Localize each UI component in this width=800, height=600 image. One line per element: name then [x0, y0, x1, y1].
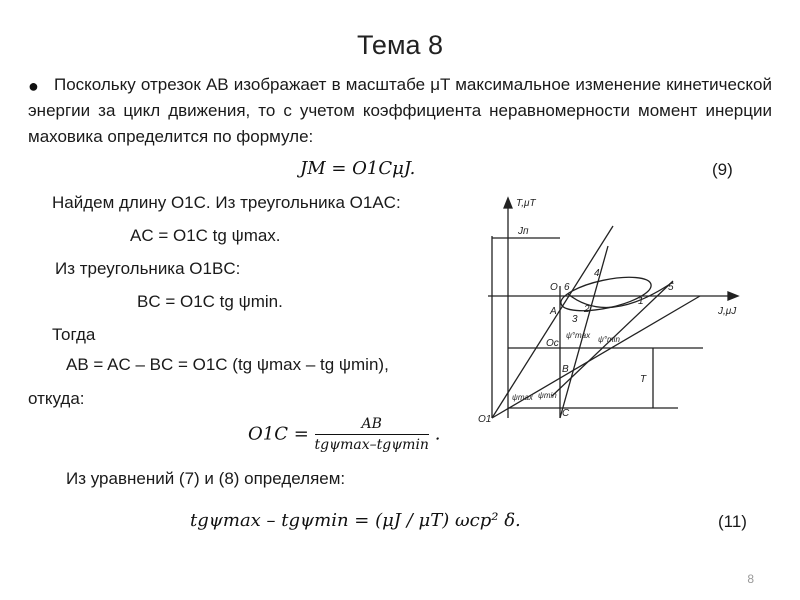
- flywheel-diagram: [468, 186, 758, 454]
- formula-9: JM = O1CμJ.: [300, 158, 416, 179]
- point-5: 5: [668, 282, 674, 293]
- formula-10-lhs: O1C =: [248, 423, 309, 445]
- formula-10-tail: .: [434, 423, 441, 445]
- point-oc: Oс: [546, 338, 559, 349]
- point-4: 4: [594, 268, 600, 279]
- bullet-dot: ●: [28, 76, 39, 96]
- line-bc: BC = O1C tg ψmin.: [137, 292, 283, 311]
- page-number: 8: [747, 572, 754, 586]
- point-o: O: [550, 282, 558, 293]
- point-a: A: [550, 306, 557, 317]
- point-c: C: [562, 408, 570, 419]
- line-ab: AB = AC – BC = O1C (tg ψmax – tg ψmin),: [66, 355, 389, 374]
- t-label: T: [640, 374, 647, 385]
- jn-label: Jп: [518, 226, 529, 237]
- axis-t-arrow: [504, 198, 512, 208]
- axis-t-label: T,μT: [516, 198, 536, 209]
- formula-10: [248, 416, 440, 453]
- formula-9-number: (9): [712, 160, 733, 179]
- ray-tangent-max: [492, 226, 613, 418]
- formula-11: tgψmax – tgψmin = (μJ / μT) ωcp² δ.: [190, 510, 521, 531]
- intro-paragraph: Поскольку отрезок AB изображает в масштабе μT максимальное изменение кинетической энергии за цикл движения, то с учетом коэффициента неравномерности момент инерции маховика определится по формуле:: [28, 75, 772, 146]
- line-triangle-o1bc: Из треугольника O1BC:: [55, 259, 241, 278]
- point-1: 1: [638, 296, 644, 307]
- slide-title: Тема 8: [356, 30, 444, 60]
- angle-psi-min-top: ψ°min: [598, 335, 620, 344]
- point-6: 6: [564, 282, 570, 293]
- point-b: B: [562, 364, 569, 375]
- axis-j-label: J,μJ: [718, 306, 737, 317]
- angle-psi-max-top: ψ°max: [566, 331, 591, 340]
- line-whence: откуда:: [28, 389, 85, 408]
- formula-10-denominator: tgψmax–tgψmin: [314, 437, 429, 453]
- formula-10-numerator: AB: [315, 416, 429, 435]
- energy-mass-loop: [558, 271, 654, 318]
- line-from-equations: Из уравнений (7) и (8) определяем:: [66, 469, 346, 488]
- angle-psi-max: ψmax: [512, 393, 533, 402]
- line-ac: AC = O1C tg ψmax.: [130, 226, 281, 245]
- point-2: 2: [584, 304, 590, 315]
- point-o1: O1: [478, 414, 492, 425]
- axis-j-arrow: [728, 292, 738, 300]
- formula-11-number: (11): [718, 512, 747, 531]
- angle-psi-min: ψmin: [538, 391, 557, 400]
- line-then: Тогда: [52, 325, 96, 344]
- point-3: 3: [572, 314, 578, 325]
- line-find-o1c: Найдем длину O1C. Из треугольника O1AC:: [52, 193, 401, 212]
- formula-10-fraction: [315, 416, 429, 453]
